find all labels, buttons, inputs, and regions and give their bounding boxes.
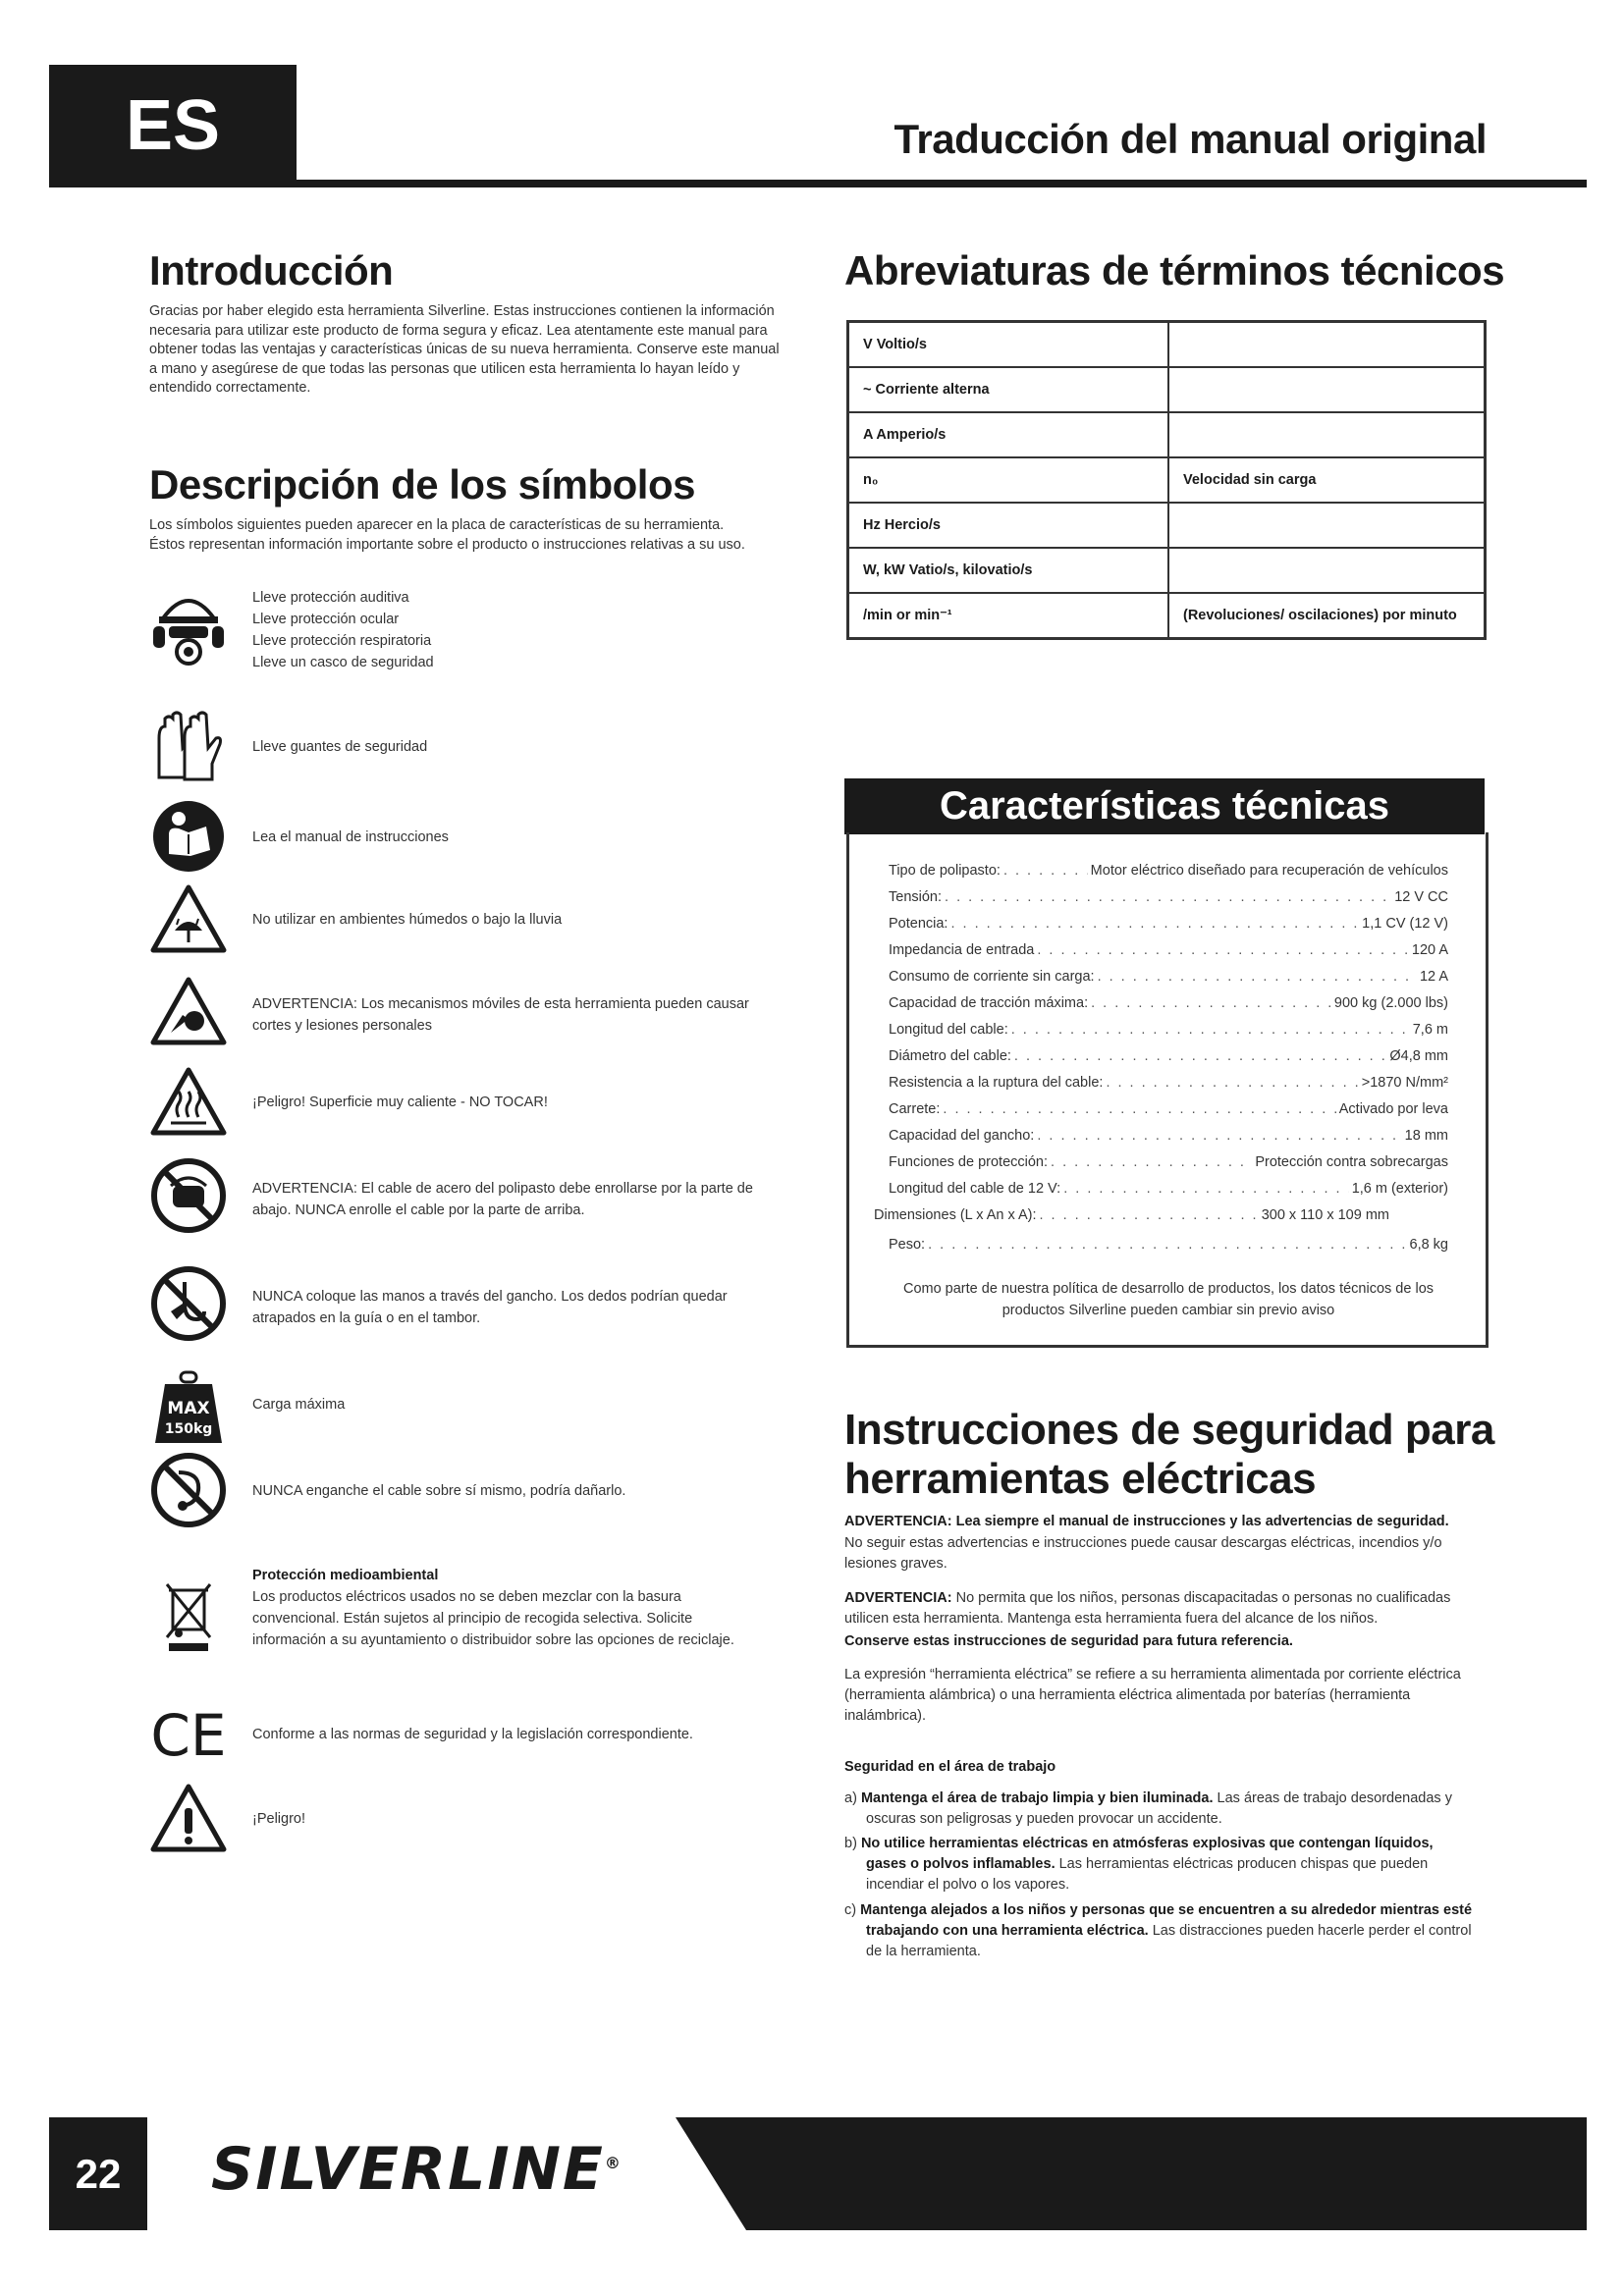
- danger-icon: [149, 1779, 228, 1857]
- symbol-text: abajo. NUNCA enrolle el cable por la parte de arriba.: [252, 1202, 585, 1218]
- gloves-icon: [149, 709, 228, 787]
- header-rule: [49, 180, 1587, 187]
- symbol-text: cortes y lesiones personales: [252, 1018, 432, 1034]
- read-manual-icon: [149, 797, 228, 876]
- max-load-icon: [149, 1368, 228, 1447]
- ppe-head-icon: [149, 587, 228, 666]
- abbreviations-table: [846, 320, 1487, 640]
- symbol-row: [149, 797, 787, 876]
- rain-warning-icon: [149, 880, 228, 958]
- intro-text: Gracias por haber elegido esta herramienta Silverline. Estas instrucciones contienen la información necesaria para utilizar este producto de forma segura y eficaz. Lea atentamente este manual para obtener todas las ventajas y características únicas de su nueva herramienta. Conserve este manual a mano y asegúrese de que todas las personas que utilicen esta herramienta lo hayan leído y entendido correctamente.: [149, 303, 780, 396]
- spec-row: Consumo de corriente sin carga: . . . 12 A: [889, 969, 1448, 985]
- symbol-row: [149, 709, 787, 787]
- symbol-text: Lleve un casco de seguridad: [252, 655, 434, 670]
- symbol-text: Conforme a las normas de seguridad y la legislación correspondiente.: [252, 1727, 693, 1742]
- spec-row: Longitud del cable de 12 V: . . . 1,6 m (exterior): [889, 1181, 1448, 1197]
- symbol-text: información a su ayuntamiento o distribuidor sobre las opciones de reciclaje.: [252, 1632, 734, 1648]
- symbol-text: NUNCA enganche el cable sobre sí mismo, podría dañarlo.: [252, 1483, 626, 1499]
- spec-row: Carrete: . . . Activado por leva: [889, 1101, 1448, 1117]
- safety-warning-1-text: No seguir estas advertencias e instrucciones puede causar descargas eléctricas, incendios y/o lesiones graves.: [844, 1535, 1442, 1572]
- symbol-row: [149, 587, 787, 677]
- symbol-text: ADVERTENCIA: El cable de acero del polipasto debe enrollarse por la parte de: [252, 1181, 753, 1197]
- symbol-text: No utilizar en ambientes húmedos o bajo la lluvia: [252, 912, 563, 928]
- table-row: W, kW Vatio/s, kilovatio/s: [848, 548, 1486, 593]
- spec-row: Tipo de polipasto: . . . Motor eléctrico diseñado para recuperación de vehículos: [889, 863, 1448, 879]
- page-title: Traducción del manual original: [893, 116, 1487, 162]
- language-code: ES: [125, 86, 221, 165]
- table-row: ~ Corriente alterna: [848, 367, 1486, 412]
- table-row: n₀ Velocidad sin carga: [848, 457, 1486, 503]
- symbol-row: [149, 1696, 787, 1775]
- spec-row: Diámetro del cable: . . . Ø4,8 mm: [889, 1048, 1448, 1064]
- no-hands-hook-icon: [149, 1264, 228, 1343]
- spec-row: Dimensiones (L x An x A): . . . 300 x 110 x 109 mm: [874, 1207, 1389, 1223]
- safety-warning-1: ADVERTENCIA: Lea siempre el manual de instrucciones y las advertencias de seguridad.: [844, 1514, 1449, 1529]
- brand-logo: SILVERLINE®: [211, 2135, 623, 2204]
- spec-row: Impedancia de entrada . . . 120 A: [889, 942, 1448, 958]
- intro-heading: Introducción: [149, 247, 394, 294]
- symbol-text: Los productos eléctricos usados no se deben mezclar con la basura: [252, 1589, 681, 1605]
- spec-row: Resistencia a la ruptura del cable: . . . >1870 N/mm²: [889, 1075, 1448, 1091]
- page-number: 22: [75, 2151, 122, 2197]
- symbol-text: Carga máxima: [252, 1397, 346, 1413]
- spec-row: Tensión: . . . 12 V CC: [889, 889, 1448, 905]
- footer-separator: [147, 2117, 157, 2230]
- symbol-row: [149, 1062, 787, 1141]
- table-row: /min or min⁻¹ (Revoluciones/ oscilaciones) por minuto: [848, 593, 1486, 639]
- no-cable-hook-icon: [149, 1451, 228, 1529]
- hot-surface-icon: [149, 1062, 228, 1141]
- symbol-row: [149, 1264, 787, 1349]
- spec-row: Funciones de protección: . . . Protección contra sobrecargas: [889, 1154, 1448, 1170]
- safety-heading: Instrucciones de seguridad para herramientas eléctricas: [844, 1406, 1494, 1503]
- spec-row: Potencia: . . . 1,1 CV (12 V): [889, 916, 1448, 932]
- cable-winding-prohibition-icon: [149, 1156, 228, 1235]
- moving-parts-warning-icon: [149, 972, 228, 1050]
- svg-text:MAX: MAX: [167, 1399, 210, 1418]
- spec-row: Capacidad del gancho: . . . 18 mm: [889, 1128, 1448, 1144]
- symbol-row: [149, 1779, 787, 1857]
- symbol-text: Lleve guantes de seguridad: [252, 739, 428, 755]
- symbol-text: Lea el manual de instrucciones: [252, 829, 449, 845]
- symbol-row: [149, 972, 787, 1056]
- symbol-title: Protección medioambiental: [252, 1568, 439, 1583]
- table-row: V Voltio/s: [848, 322, 1486, 368]
- symbol-text: ¡Peligro! Superficie muy caliente - NO TOCAR!: [252, 1095, 548, 1110]
- symbol-text: Lleve protección ocular: [252, 612, 400, 627]
- symbol-row: [149, 880, 787, 958]
- work-area-heading: Seguridad en el área de trabajo: [844, 1759, 1056, 1775]
- abbreviations-heading: Abreviaturas de términos técnicos: [844, 247, 1505, 294]
- spec-row: Capacidad de tracción máxima: . . . 900 kg (2.000 lbs): [889, 995, 1448, 1011]
- list-item: c) Mantenga alejados a los niños y personas que se encuentren a su alrededor mientras esté trabajando con una herramienta eléctrica. Las distracciones pueden hacerle perder el control de la herramienta.: [844, 1902, 1473, 1959]
- symbol-text: ADVERTENCIA: Los mecanismos móviles de esta herramienta pueden causar: [252, 996, 749, 1012]
- specs-note: Como parte de nuestra política de desarrollo de productos, los datos técnicos de los productos Silverline pueden cambiar sin previo aviso: [902, 1281, 1435, 1318]
- symbol-text: Lleve protección auditiva: [252, 590, 409, 606]
- svg-text:150kg: 150kg: [164, 1421, 213, 1437]
- list-item: a) Mantenga el área de trabajo limpia y bien iluminada. Las áreas de trabajo desordenadas y oscuras son peligrosas y pueden provocar un accidente.: [844, 1790, 1452, 1827]
- symbol-text: convencional. Están sujetos al principio de recogida selectiva. Solicite: [252, 1611, 693, 1627]
- safety-warning-2: ADVERTENCIA: No permita que los niños, personas discapacitadas o personas no cualificadas utilicen esta herramienta. Mantenga esta herramienta fuera del alcance de los niños.: [844, 1590, 1451, 1627]
- symbols-heading: Descripción de los símbolos: [149, 461, 695, 507]
- symbol-text: Lleve protección respiratoria: [252, 633, 432, 649]
- symbol-row: [149, 1368, 787, 1447]
- symbols-intro: Los símbolos siguientes pueden aparecer en la placa de características de su herramienta. Éstos representan información importante sobre el producto o instrucciones relativas a su uso.: [149, 517, 745, 553]
- weee-bin-icon: [149, 1576, 228, 1655]
- symbol-row: [149, 1565, 787, 1663]
- list-item: b) No utilice herramientas eléctricas en atmósferas explosivas que contengan líquidos, gases o polvos inflamables. Las herramientas eléctricas producen chispas que pueden incendiar el polvo o los vapores.: [844, 1836, 1434, 1893]
- table-row: A Amperio/s: [848, 412, 1486, 457]
- spec-row: Longitud del cable: . . . 7,6 m: [889, 1022, 1448, 1038]
- table-row: Hz Hercio/s: [848, 503, 1486, 548]
- symbol-row: [149, 1451, 787, 1529]
- safety-definition: La expresión “herramienta eléctrica” se refiere a su herramienta alimentada por corriente eléctrica (herramienta alámbrica) o una herramienta eléctrica alimentada por baterías (herramienta inalámbrica).: [844, 1667, 1461, 1724]
- symbol-row: [149, 1156, 787, 1241]
- safety-keep: Conserve estas instrucciones de seguridad para futura referencia.: [844, 1633, 1293, 1649]
- symbol-text: NUNCA coloque las manos a través del gancho. Los dedos podrían quedar: [252, 1289, 728, 1305]
- symbol-text: ¡Peligro!: [252, 1811, 305, 1827]
- spec-row: Peso: . . . 6,8 kg: [889, 1237, 1448, 1253]
- symbol-text: atrapados en la guía o en el tambor.: [252, 1310, 481, 1326]
- specs-heading: Características técnicas: [844, 778, 1485, 834]
- ce-mark-icon: CE: [150, 1702, 227, 1769]
